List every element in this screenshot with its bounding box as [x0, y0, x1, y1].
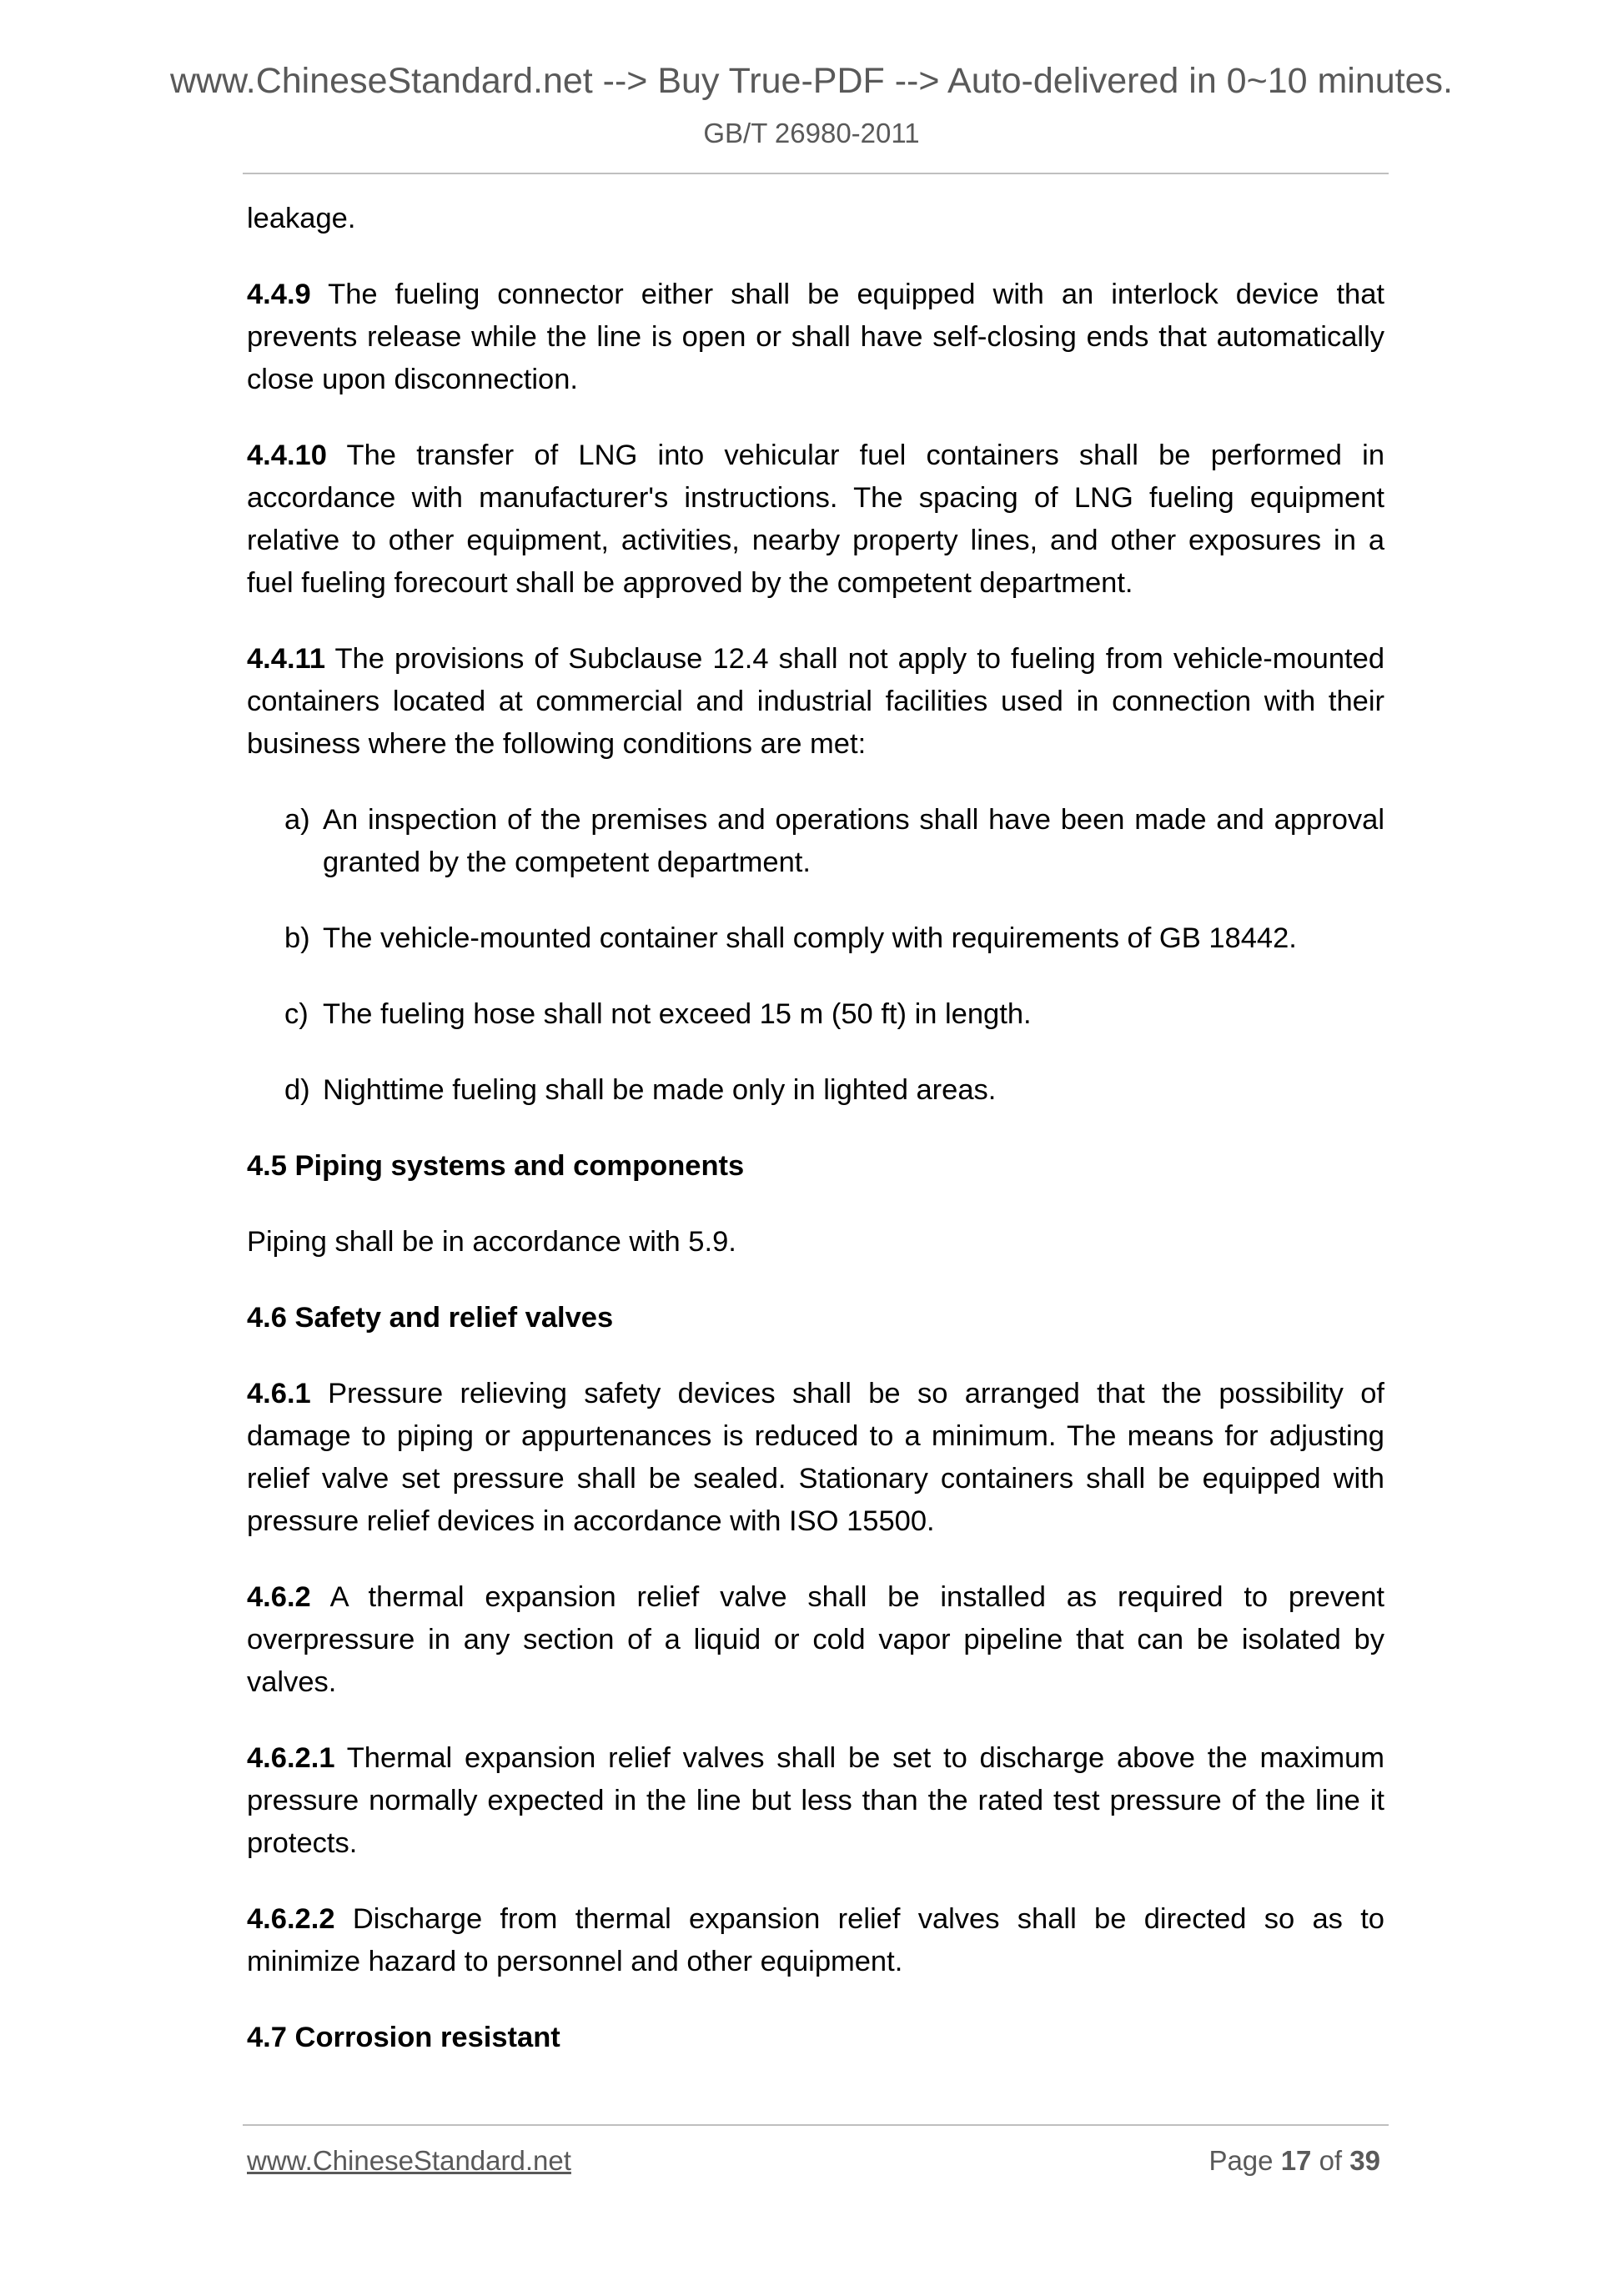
section-heading-4-6: 4.6 Safety and relief valves: [247, 1302, 614, 1334]
clause-4-4-9: [247, 274, 1384, 401]
clause-number: 4.4.9: [247, 279, 311, 310]
page-of: of: [1319, 2145, 1343, 2176]
list-item-text: The vehicle-mounted container shall comply with requirements of GB 18442.: [323, 922, 1297, 954]
clause-text: The fueling connector either shall be equipped with an interlock device that prevents release while the line is open or shall have self-closing ends that automatically close upon disconnection.: [247, 279, 1384, 395]
clause-number: 4.6.2.1: [247, 1742, 335, 1774]
list-marker: b): [284, 922, 310, 954]
list-item-b: [247, 917, 1384, 960]
paragraph-4-5: [247, 1221, 1384, 1264]
clause-4-4-11: [247, 638, 1384, 766]
clause-number: 4.6.2: [247, 1581, 311, 1613]
list-item-d: [247, 1069, 1384, 1112]
clause-4-6-1: [247, 1373, 1384, 1543]
page-current: 17: [1280, 2145, 1312, 2176]
page-indicator: [1208, 2144, 1380, 2178]
list-item-text: The fueling hose shall not exceed 15 m (50 ft) in length.: [323, 998, 1032, 1030]
clause-text: A thermal expansion relief valve shall be installed as required to prevent overpressure in any section of a liquid or cold vapor pipeline that can be isolated by valves.: [247, 1581, 1384, 1698]
clause-number: 4.4.11: [247, 643, 326, 675]
clause-4-6-2: [247, 1576, 1384, 1704]
clause-4-4-10: [247, 435, 1384, 605]
list-marker: d): [284, 1074, 310, 1106]
page-total: 39: [1349, 2145, 1380, 2176]
paragraph-text: leakage.: [247, 203, 356, 234]
footer-site-link[interactable]: www.ChineseStandard.net: [247, 2145, 571, 2176]
clause-4-6-2-2: [247, 1898, 1384, 1983]
paragraph-text: Piping shall be in accordance with 5.9.: [247, 1226, 736, 1258]
section-heading-4-7: 4.7 Corrosion resistant: [247, 2022, 560, 2053]
list-marker: c): [284, 998, 309, 1030]
paragraph-leakage: [247, 198, 1384, 240]
list-item-text: Nighttime fueling shall be made only in lighted areas.: [323, 1074, 997, 1106]
list-marker: a): [284, 804, 310, 836]
header-divider: [243, 173, 1389, 174]
document-body: [247, 198, 1384, 2093]
list-item-c: [247, 993, 1384, 1036]
clause-text: The provisions of Subclause 12.4 shall not apply to fueling from vehicle-mounted containers located at commercial and industrial facilities used in connection with their business where the following conditions are met:: [247, 643, 1385, 760]
header-doc-code: GB/T 26980-2011: [703, 118, 920, 148]
header-banner[interactable]: www.ChineseStandard.net --> Buy True-PDF --> Auto-delivered in 0~10 minutes.: [169, 61, 1453, 101]
section-heading-4-5: 4.5 Piping systems and components: [247, 1150, 745, 1182]
clause-text: Discharge from thermal expansion relief valves shall be directed so as to minimize hazard to personnel and other equipment.: [247, 1903, 1384, 1977]
footer-divider: [243, 2124, 1389, 2126]
clause-number: 4.6.2.2: [247, 1903, 335, 1935]
list-item-a: [247, 799, 1384, 884]
clause-4-6-2-1: [247, 1737, 1384, 1865]
clause-text: Pressure relieving safety devices shall be so arranged that the possibility of damage to piping or appurtenances is reduced to a minimum. The means for adjusting relief valve set pressure shall be sealed. Stationary containers shall be equipped with pressure relief devices in accordance with ISO 15500.: [247, 1378, 1384, 1537]
clause-number: 4.4.10: [247, 440, 327, 471]
list-item-text: An inspection of the premises and operations shall have been made and approval granted by the competent department.: [323, 804, 1384, 878]
clause-text: Thermal expansion relief valves shall be set to discharge above the maximum pressure normally expected in the line but less than the rated test pressure of the line it protects.: [247, 1742, 1384, 1859]
clause-text: The transfer of LNG into vehicular fuel containers shall be performed in accordance with manufacturer's instructions. The spacing of LNG fueling equipment relative to other equipment, activities, nearby property lines, and other exposures in a fuel fueling forecourt shall be approved by the competent department.: [247, 440, 1385, 599]
clause-number: 4.6.1: [247, 1378, 311, 1409]
page-prefix: Page: [1208, 2145, 1274, 2176]
